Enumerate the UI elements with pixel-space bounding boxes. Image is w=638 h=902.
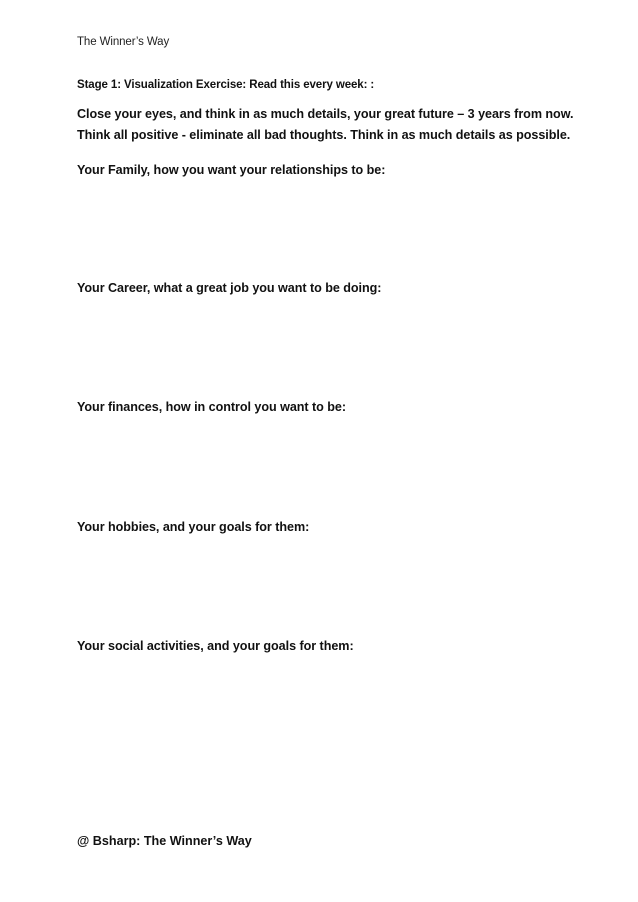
page-footer: @ Bsharp: The Winner’s Way [77, 834, 252, 848]
prompt-hobbies: Your hobbies, and your goals for them: [77, 520, 310, 534]
page-header: The Winner’s Way [77, 36, 170, 48]
prompt-career: Your Career, what a great job you want to be doing: [77, 281, 382, 295]
prompt-social: Your social activities, and your goals for them: [77, 639, 354, 653]
stage-heading: Stage 1: Visualization Exercise: Read this every week: : [77, 79, 375, 91]
intro-paragraph [77, 104, 577, 146]
prompt-family: Your Family, how you want your relationships to be: [77, 163, 386, 177]
intro-line-1: Close your eyes, and think in as much details, your great future – 3 years from now. [77, 107, 574, 121]
prompt-finances: Your finances, how in control you want to be: [77, 400, 346, 414]
intro-line-2: Think all positive - eliminate all bad thoughts. Think in as much details as possible. [77, 128, 571, 142]
